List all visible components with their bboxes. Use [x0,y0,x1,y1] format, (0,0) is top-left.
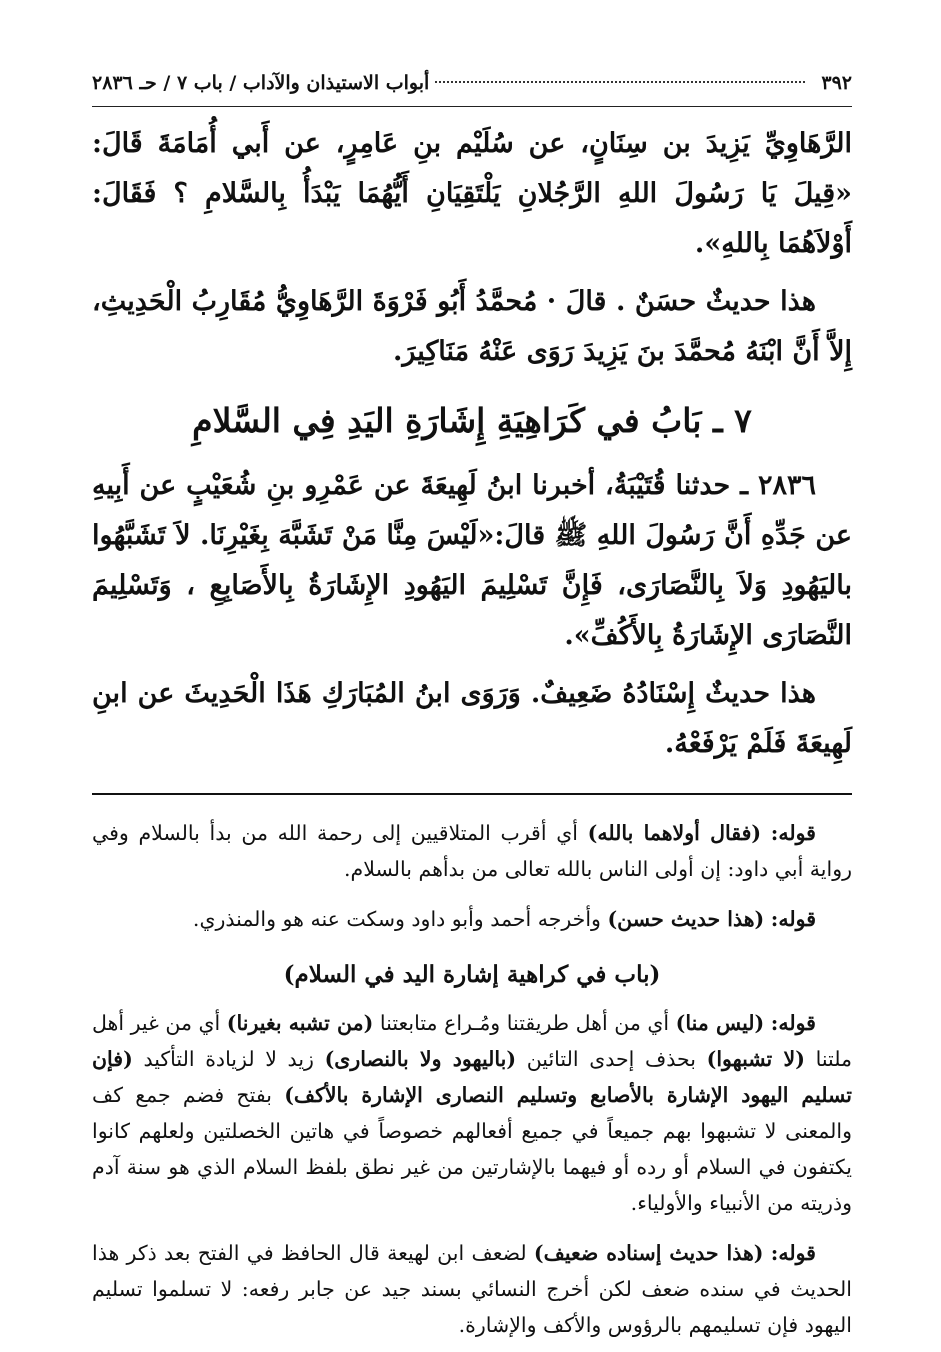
note-quote: (فقال أولاهما بالله) [587,821,762,845]
page-number: ٣٩٢ [821,72,852,94]
note-quote: (هذا حديث إسناده ضعيف) [533,1241,764,1265]
dotted-leader [435,81,805,83]
note-quote: (هذا حديث حسن) [607,907,765,931]
note-3 [92,1005,852,1221]
hadith-grading: هذا حديثٌ إِسْنَادُهُ ضَعِيفٌ. وَرَوَى ابنُ المُبَارَكِ هَذَا الْحَدِيثَ عن ابنِ لَهِيعَةَ فَلَمْ يَرْفَعْهُ. [92,678,852,759]
hadith-previous: الرَّهَاوِيِّ يَزِيدَ بن سِنَانٍ، عن سُلَيْم بنِ عَامِرٍ، عن أَبي أُمَامَةَ قَالَ: «قِيلَ يَا رَسُولَ اللهِ الرَّجُلانِ يَلْتَقِيَانِ أَيُّهُمَا يَبْدَأُ بِالسَّلامِ ؟ فَقَالَ: أَوْلاَهُمَا بِاللهِ». [92,128,852,259]
note-text: بفتح فضم جمع كف والمعنى لا تشبهوا بهم جميعاً في جميع أفعالهم خصوصاً في هاتين الخصلتين ولعلهم كانوا يكتفون في السلام أو رده أو فيهما بالإشارتين من غير نطق بلفظ السلام الذي هو سنة آدم وذريته من الأنبياء والأولياء. [92,1083,852,1215]
note-text: أي من أهل طريقتنا ومُـراع متابعتنا [379,1011,670,1035]
note-quote: (من تشبه بغيرنا) [226,1011,374,1035]
notes-chapter-heading: (باب في كراهية إشارة اليد في السلام) [283,961,661,988]
note-label: قوله: [770,1241,816,1265]
main-text [92,119,852,769]
note-text: أي أقرب المتلاقيين إلى رحمة الله من بدأ بالسلام وفي رواية أبي داود: إن أولى الناس بالله تعالى من بدأهم بالسلام. [92,821,852,881]
hadith-previous-comment: هذا حديثٌ حسَنٌ . قالَ · مُحمَّدُ أَبُو فَرْوَةَ الرَّهَاوِيُّ مُقَارِبُ الْحَدِيثِ، إِلاَّ أَنَّ ابْنَهُ مُحمَّدَ بنَ يَزِيدَ رَوَى عَنْهُ مَنَاكِيرَ. [92,286,852,367]
note-quote: (باليهود ولا بالنصارى) [324,1047,517,1071]
chapter-title: ٧ ـ بَابُ في كَرَاهِيَةِ إِشَارَةِ اليَدِ فِي السَّلامِ [192,401,752,440]
note-text: أي من غير أهل ملتنا [92,1011,852,1071]
note-quote: (لا تشبهوا) [706,1047,805,1071]
commentary-notes [92,815,852,1343]
note-quote: (ليس منا) [675,1011,765,1035]
running-header [92,72,852,107]
note-label: قوله: [770,1011,816,1035]
note-text: وأخرجه أحمد وأبو داود وسكت عنه هو والمنذري. [192,907,601,931]
note-label: قوله: [770,821,816,845]
footnote-divider [92,793,852,795]
running-title: أبواب الاستيذان والآداب / باب ٧ / حـ ٢٨٣٦ [92,72,430,94]
hadith-2836: ٢٨٣٦ ـ حدثنا قُتَيْبَةُ، أخبرنا ابنُ لَهِيعَةَ عن عَمْرِو بنِ شُعَيْبٍ عن أَبِيهِ عن جَدِّهِ أَنَّ رَسُولَ اللهِ ﷺ قالَ:«لَيْسَ مِنَّا مَنْ تَشَبَّهَ بِغَيْرِنَا. لاَ تَشَبَّهُوا باليَهُودِ وَلاَ بِالنَّصَارَى، فَإِنَّ تَسْلِيمَ اليَهُودِ الإِشَارَةُ بِالأَصَابِعِ ، وَتَسْلِيمَ النَّصَارَى الإِشَارَةُ بِالأَكُفِّ». [92,470,852,651]
note-4 [92,1235,852,1343]
note-2 [92,901,852,937]
note-label: قوله: [770,907,816,931]
note-1 [92,815,852,887]
note-quote: (فإن تسليم اليهود الإشارة بالأصابع وتسليم النصارى الإشارة بالأكف) [92,1047,852,1107]
note-text: بحذف إحدى التائين [526,1047,696,1071]
book-page [92,72,852,1343]
note-text: لضعف ابن لهيعة قال الحافظ في الفتح بعد ذكر هذا الحديث في سنده ضعف لكن أخرج النسائي بسند جيد عن جابر رفعه: لا تسلموا تسليم اليهود فإن تسليمهم بالرؤوس والأكف والإشارة. [92,1241,852,1337]
note-text: زيد لا لزيادة التأكيد [143,1047,314,1071]
